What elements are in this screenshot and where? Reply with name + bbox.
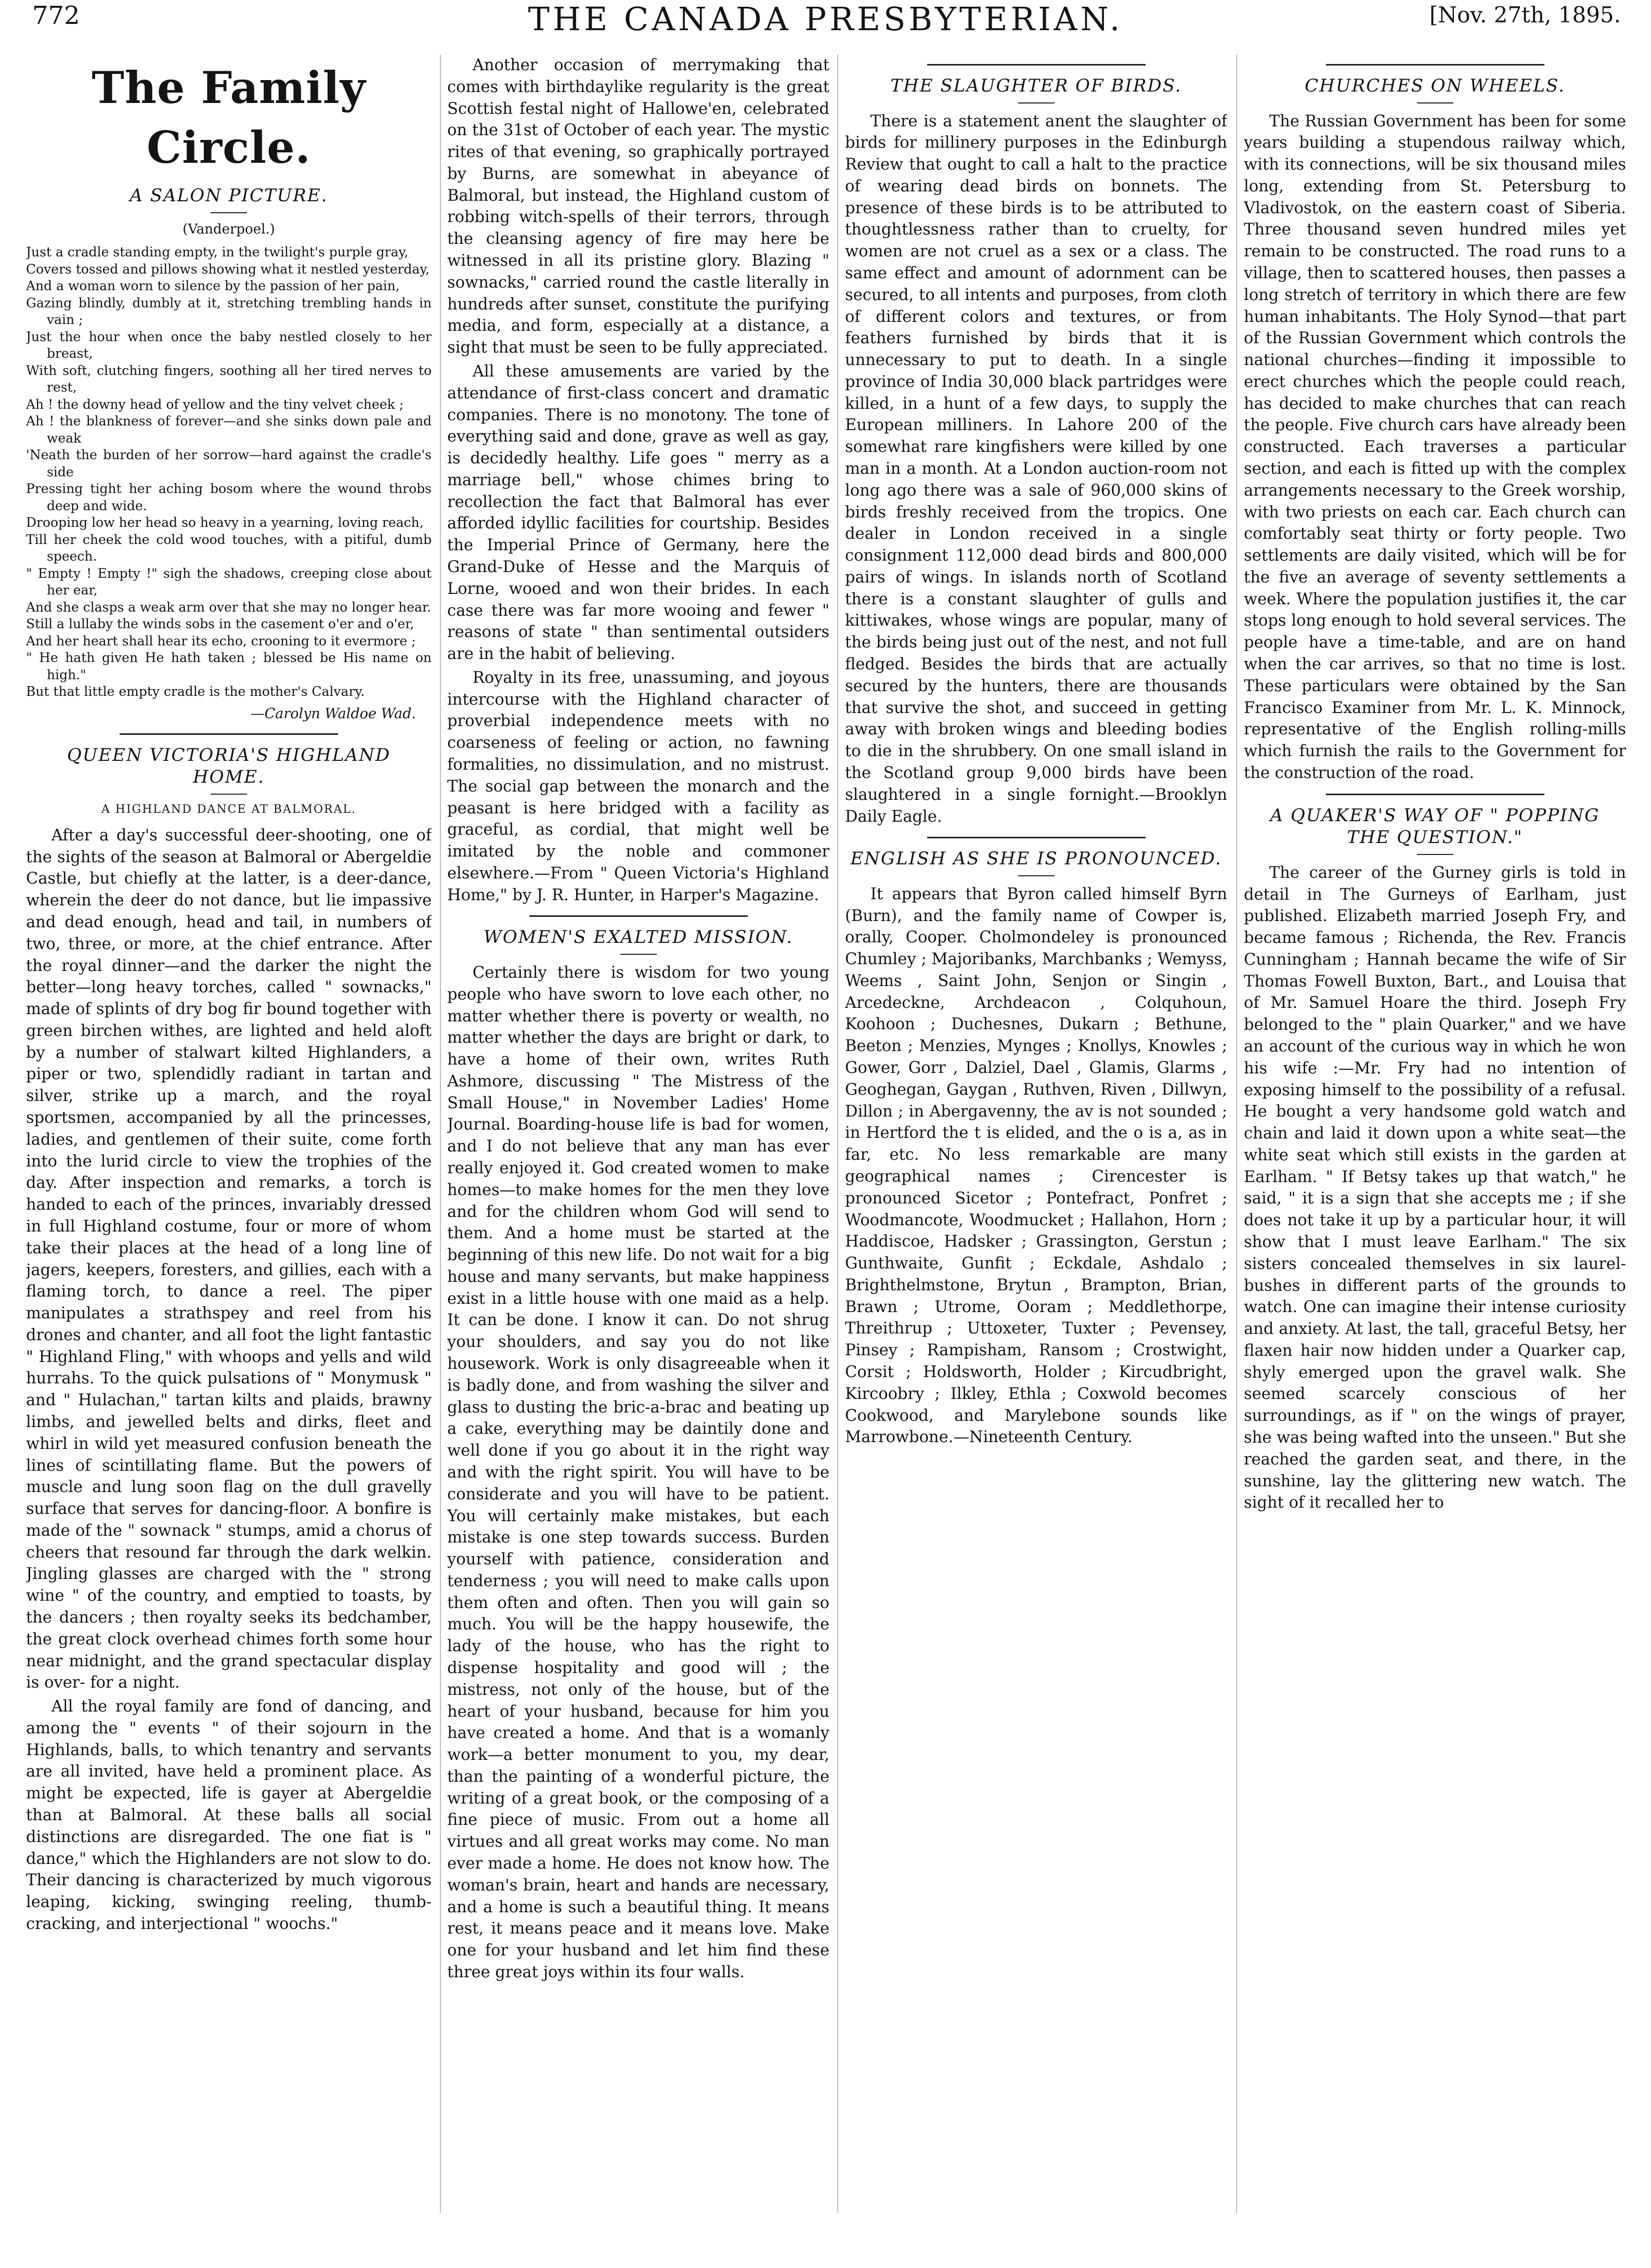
article-paragraph: The Russian Government has been for some years building a stupendous railway which, with its connections, will be six thousand miles long, extending from St. Petersburg to Vladivostok, on the eastern coast of Siberia. Three thousand seven hundred miles yet remain to be constructed. The road runs to a village, then to scattered houses, then passes a long stretch of territory in which there are few human inhabitants. The Holy Synod—that part of the Russian Government which controls the national churches—finding it impossible to erect churches which the people could reach, has decided to make churches that can reach the people. Five church cars have already been constructed. Each traverses a particular section, and each is fitted up with the complex arrangements necessary to the Greek worship, with two priests on each car. Each church can comfortably seat thirty or forty people. Two settlements are daily visited, which will be for the five an average of seventy settlements a week. Where the population justifies it, the car stops long enough to hold several services. The people have a time-table, and are on hand when the car arrives, so that no time is lost. These particulars were obtained by the San Francisco Examiner from Mr. L. K. Minnock, representative of the English rolling-mills which furnish the rails to the Government for the construction of the road. [1244,112,1626,782]
article-paragraph: Certainly there is wisdom for two young people who have sworn to love each other, no matter whether there is poverty or wealth, no matter whether the days are bright or dark, to have a home of their own, writes Ruth Ashmore, discussing " The Mistress of the Small House," in November Ladies' Home Journal. Boarding-house life is bad for women, and I do not believe that any man has ever really enjoyed it. God created women to make homes—to make homes for the men they love and for the children whom God will send to them. And a home must be started at the beginning of this new life. Do not wait for a big house and many servants, but make happiness exist in a little house with one maid as a help. It can be done. I know it can. Do not shrug your shoulders, and say you do not like housework. Work is only disagreeable when it is badly done, and from washing the silver and glass to dusting the bric-a-brac and beating up a cake, everything may be daintily done and well done if you go about it in the right way and with the right spirit. You will have to be considerate and you will have to be patient. You will certainly make mistakes, but each mistake is one step towards success. Burden yourself with patience, consideration and tenderness ; you will need to make calls upon them often and often. Then you will gain so much. You will be the happy housewife, the lady of the house, who has the right to dispense hospitality and good will ; the mistress, not only of the house, but of the heart of your husband, because for him you have created a home. And that is a womanly work—a better monument to you, my dear, than the painting of a wonderful picture, the writing of a great book, or the composing of a fine piece of music. From out a home all virtues and all great works may come. No man ever made a home. He does not know how. The woman's brain, heart and hands are necessary, and a home is such a beautiful thing. It means rest, it means peace and it means love. Make one for your husband and let him find these three great joys within its four walls. [447,963,829,1981]
poem-line: Still a lullaby the winds sobs in the casement o'er and o'er, [26,616,414,632]
article-subhead: A HIGHLAND DANCE AT BALMORAL. [101,802,357,816]
column-divider [440,55,441,2213]
divider [211,794,247,795]
poem-line: Covers tossed and pillows showing what it nestled yesterday, [26,261,430,277]
divider [927,837,1146,838]
poem-line: 'Neath the burden of her sorrow—hard against the cradle's side [26,447,432,479]
column-2 [447,55,829,2213]
article-paragraph: There is a statement anent the slaughter of birds for millinery purposes in the Edinburgh Review that ought to call a halt to the practice of wearing dead birds on bonnets. The presence of these birds is to be attributed to thoughtlessness rather than to cruelty, for women are not cruel as a sex or a class. The same effect and amount of adornment can be secured, to all intents and purposes, from cloth of different colors and textures, or from feathers furnished by birds that it is unnecessary to put to death. In a single province of India 30,000 black partridges were killed, in a hunt of a few days, to supply the European milliners. In Lahore 200 of the somewhat rare kingfishers were killed by one man in a month. At a London auction-room not long ago there was a sale of 960,000 skins of birds freshly received from the tropics. One dealer in London received in a single consignment 112,000 dead birds and 800,000 pairs of wings. In islands north of Scotland there is a constant slaughter of gulls and kittiwakes, whose wings are popular, many of the birds being just out of the nest, and not full fledged. Besides the birds that are actually secured by the hunters, there are thousands that survive the shot, and succeed in getting away with broken wings and bleeding bodies to die in the shrubbery. On one small island in the Scotland group 9,000 birds have been slaughtered in a single fornight.—Brooklyn Daily Eagle. [845,112,1227,826]
divider [1018,875,1055,876]
column-divider [837,55,838,2213]
poem-line: Gazing blindly, dumbly at it, stretching trembling hands in vain ; [26,295,432,328]
article-paragraph: Another occasion of merrymaking that comes with birthdaylike regularity is the great Scottish festal night of Hallowe'en, celebrated on the 31st of October of each year. The mystic rites of that evening, so graphically portrayed by Burns, are somewhat in abeyance of Balmoral, but instead, the Highland custom of robbing witch-spells of their terrors, through the cleansing agency of fire may here be witnessed in all its pristine glory. Blazing " sownacks," carried round the castle literally in hundreds after sunset, constitute the purifying media, and form, especially at a distance, a sight that must be seen to be fully appreciated. [447,56,829,357]
page-number: 772 [32,1,80,30]
section-banner-family-circle: The Family Circle. [92,62,366,174]
column-1 [26,55,432,2213]
issue-date: [Nov. 27th, 1895. [1429,2,1621,28]
divider [927,64,1146,66]
article-title-churches-wheels: CHURCHES ON WHEELS. [1305,75,1565,96]
divider [1417,102,1453,103]
masthead: THE CANADA PRESBYTERIAN. [528,0,1123,38]
poem-line: Ah ! the blankness of forever—and she sinks down pale and weak [26,413,432,446]
poem-line: With soft, clutching fingers, soothing all her tired nerves to rest, [26,362,432,395]
poem-line: Pressing tight her aching bosom where the wound throbs deep and wide. [26,481,432,513]
poem-line: But that little empty cradle is the mother's Calvary. [26,684,365,699]
article-title-womens-mission: WOMEN'S EXALTED MISSION. [483,927,794,948]
poem-line: Just a cradle standing empty, in the twilight's purple gray, [26,244,409,260]
column-divider [1236,55,1237,2213]
poem-line: Just the hour when once the baby nestled closely to her breast, [26,329,432,361]
poem-line: " He hath given He hath taken ; blessed be His name on high." [26,650,432,682]
article-paragraph: After a day's successful deer-shooting, one of the sights of the season at Balmoral or Abergeldie Castle, but chiefly at the latter, is a deer-dance, wherein the deer do not dance, but lie impassive and dead enough, head and tail, in numbers of two, three, or more, at the chief entrance. After the royal dinner—and the darker the night the better—long heavy torches, called " sownacks," made of splints of dry bog fir bound together with green birchen withes, are lighted and held aloft by a number of stalwart kilted Highlanders, a piper or two, splendidly radiant in tartan and silver, strike up a march, and the royal sportsmen, accompanied by all the princesses, ladies, and gentlemen of their suite, come forth into the lurid circle to view the trophies of the day. After inspection and remarks, a torch is handed to each of the princes, invariably dressed in full Highland costume, four or more of whom take their places at the head of a long line of jagers, keepers, foresters, and gillies, each with a flaming torch, to dance a reel. The piper manipulates a strathspey and reel from his drones and chanter, and all foot the light fantastic " Highland Fling," with whoops and yells and wild hurrahs. To the quick pulsations of " Monymusk " and " Hulachan," tartan kilts and plaids, brawny limbs, and jewelled belts and dirks, fleet and whirl in wild yet measured confusion beneath the lines of scintillating flame. But the powers of muscle and lung soon flag on the dull gravelly surface that serves for dancing-floor. A bonfire is made of the " sownack " stumps, amid a chorus of cheers that resound far through the dark welkin. Jingling glasses are charged with the " strong wine " of the country, and emptied to toasts, by the dancers ; then royalty seeks its bedchamber, the great clock overhead chimes forth some hour near midnight, and the grand spectacular display is over- for a night. [26,826,432,1692]
article-paragraph: All the royal family are fond of dancing, and among the " events " of their sojourn in the Highlands, balls, to which tenantry and servants are all invited, have held a prominent place. As might be expected, life is gayer at Abergeldie than at Balmoral. At these balls all social distinctions are disregarded. The one fiat is " dance," which the Highlanders are not slow to do. Their dancing is characterized by much vigorous leaping, kicking, swinging reeling, thumb-cracking, and interjectional " woochs." [26,1697,432,1933]
article-title-highland-home: QUEEN VICTORIA'S HIGHLAND HOME. [67,744,391,788]
divider [211,212,247,213]
article-paragraph: The career of the Gurney girls is told in detail in The Gurneys of Earlham, just published. Elizabeth married Joseph Fry, and became famous ; Richenda, the Rev. Francis Cunningham ; Hannah became the wife of Sir Thomas Fowell Buxton, Bart., and Louisa that of Mr. Samuel Hoare the third. Joseph Fry belonged to the " plain Quarker," and we have an account of the curious way in which he won his wife :—Mr. Fry had no intention of exposing himself to the possibility of a refusal. He bought a very handsome gold watch and chain and laid it down upon a white seat—the white seat which still exists in the garden at Earlham. " If Betsy takes up that watch," he said, " it is a sign that she accepts me ; if she does not take it up by a particular hour, it will show that I must leave Earlham." The six sisters concealed themselves in six laurel-bushes in different parts of the grounds to watch. One can imagine their intense curiosity and anxiety. At last, the tall, graceful Betsy, her flaxen hair now hidden under a Quarker cap, shyly emerged upon the gravel walk. She seemed scarcely conscious of her surroundings, as if " on the wings of prayer, she was being wafted into the unseen." But she reached the garden seat, and there, in the sunshine, lay the glittering new watch. The sight of it recalled her to [1244,863,1626,1512]
poem-line: And she clasps a weak arm over that she may no longer hear. [26,599,432,615]
divider [120,733,338,735]
column-4 [1244,55,1626,2213]
divider [1018,102,1055,103]
poem-signature: —Carolyn Waldoe Wad. [250,705,416,722]
poem-line: Till her cheek the cold wood touches, with a pitiful, dumb speech. [26,532,432,564]
article-paragraph: It appears that Byron called himself Byrn (Burn), and the family name of Cowper is, orally, Cooper. Cholmondeley is pronounced Chumley ; Majoribanks, Marchbanks ; Wemyss, Weems , Saint John, Senjon or Singin , Arcedeckne, Archdeacon , Colquhoun, Koohoon ; Duchesnes, Dukarn ; Bethune, Beeton ; Menzies, Mynges ; Knollys, Knowles ; Gower, Gorr , Dalziel, Dael , Glamis, Glarms , Geoghegan, Gaygan , Ruthven, Riven , Dillwyn, Dillon ; in Abergavenny, the av is not sounded ; in Hertford the t is elided, and the o is a, as in far, etc. No less remarkable are many geographical names ; Cirencester is pronounced Sicetor ; Pontefract, Ponfret ; Woodmancote, Woodmucket ; Hallahon, Horn ; Haddiscoe, Hadsker ; Grassington, Gerstun ; Gunthwaite, Gunfit ; Eckdale, Ashdalo ; Brighthelmstone, Brytun , Brampton, Brian, Brawn ; Utrome, Ooram ; Meddlethorpe, Threithrup ; Uttoxeter, Tuxter ; Pevensey, Pinsey ; Rampisham, Ransom ; Crostwight, Corsit ; Holdsworth, Holder ; Kircudbright, Kircoobry ; Ilkley, Ethla ; Coxwold becomes Cookwood, and Marylebone sounds like Marrowbone.—Nineteenth Century. [845,885,1227,1447]
article-title-salon-picture: A SALON PICTURE. [129,185,328,206]
poem-line: " Empty ! Empty !" sigh the shadows, creeping close about her ear, [26,565,432,598]
divider [529,915,748,917]
article-title-english-pronounced: ENGLISH AS SHE IS PRONOUNCED. [850,848,1222,870]
divider [620,954,657,955]
divider [1326,794,1544,795]
article-title-quaker-way: A QUAKER'S WAY OF " POPPING THE QUESTION." [1270,805,1600,848]
article-title-slaughter-birds: THE SLAUGHTER OF BIRDS. [890,75,1182,96]
poem-line: And a woman worn to silence by the passion of her pain, [26,278,400,294]
poem-line: And her heart shall hear its echo, crooning to it evermore ; [26,633,416,649]
poem-attribution: (Vanderpoel.) [183,221,275,237]
article-paragraph: Royalty in its free, unassuming, and joyous intercourse with the Highland character of proverbial independence meets with no coarseness of feeling or action, no fawning formalities, no dissimulation, and no mistrust. The social gap between the monarch and the peasant is here bridged with a facility as graceful, as cordial, that might well be imitated by the noble and commoner elsewhere.—From " Queen Victoria's Highland Home," by J. R. Hunter, in Harper's Magazine. [447,668,829,904]
article-paragraph: All these amusements are varied by the attendance of first-class concert and dramatic companies. There is no monotony. The tone of everything said and done, grave as well as gay, is decidedly healthy. Life goes " merry as a marriage bell," whose chimes bring to recollection the fact that Balmoral has ever afforded idyllic facilities for courtship. Besides the Imperial Prince of Germany, here the Grand-Duke of Hesse and the Marquis of Lorne, wooed and won their brides. In each case there was far more wooing and fewer " reasons of state " than sentimental outsiders are in the habit of believing. [447,362,829,664]
poem-line: Ah ! the downy head of yellow and the tiny velvet cheek ; [26,396,404,412]
page-header [0,0,1651,47]
poem-line: Drooping low her head so heavy in a yearning, loving reach, [26,515,424,530]
divider [1417,854,1453,855]
column-3 [845,55,1227,2213]
divider [1326,64,1544,66]
poem [26,244,432,701]
